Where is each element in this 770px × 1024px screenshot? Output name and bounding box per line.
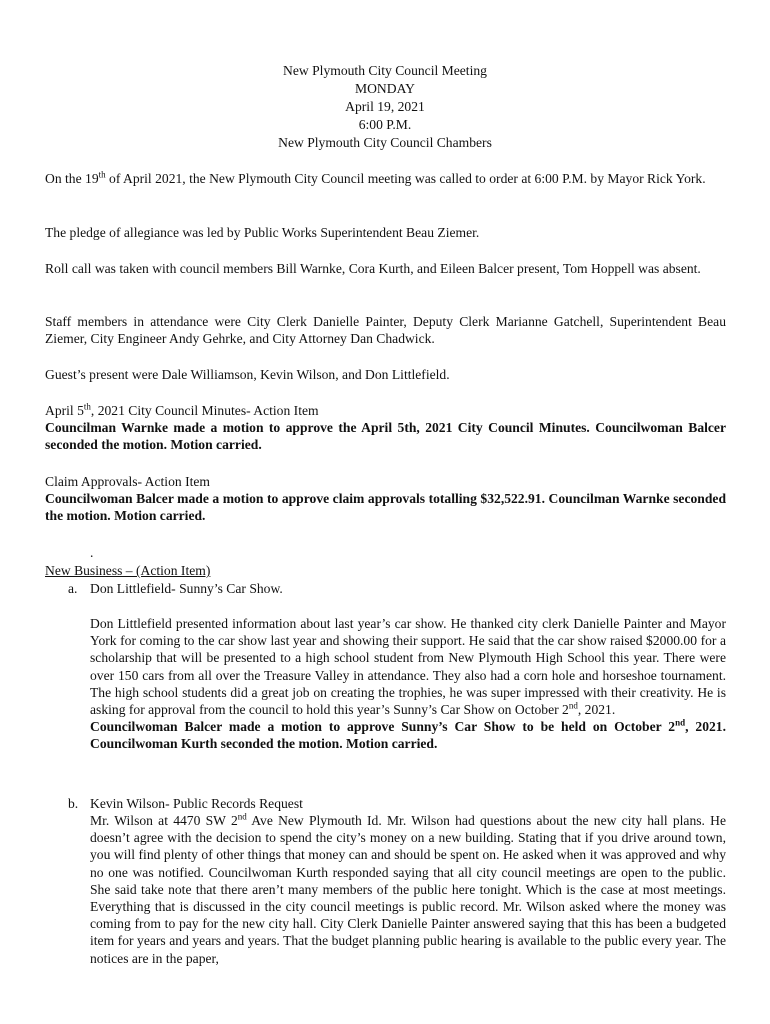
minutes-item [45, 402, 726, 454]
meeting-time: 6:00 P.M. [358, 117, 412, 132]
stray-dot: . [90, 545, 94, 560]
item-b-title: Kevin Wilson- Public Records Request [90, 796, 303, 811]
item-b-marker: b. [68, 796, 79, 811]
item-a-body: Don Littlefield presented information about last year’s car show. He thanked city clerk Danielle Painter and Mayor York for coming to the car show last year and showing their support. He said that the car show raised $2000.00 for a scholarship that will be presented to a high school student from New Plymouth High School this year. There were over 150 cars from all over the Treasure Valley in attendance. They also had a corn hole and horseshoe tournament. The high school students did a great job on creating the trophies, he was super impressed with their creativity. He is asking for approval from the council to hold this year’s Sunny’s Car Show on October 2nd, 2021. Councilwoman Balcer made a motion to approve Sunny’s Car Show to be held on October 2nd, 2021. Councilwoman Kurth seconded the motion. Motion carried. [90, 616, 726, 752]
item-a-motion: Councilwoman Balcer made a motion to approve Sunny’s Car Show to be held on October 2nd, 2021. Councilwoman Kurth seconded the motion. Motion carried. [90, 717, 726, 752]
call-to-order-paragraph [45, 170, 726, 187]
claims-motion: Councilwoman Balcer made a motion to approve claim approvals totalling $32,522.91. Councilman Warnke seconded the motion. Motion carried. [45, 491, 726, 524]
staff-paragraph: Staff members in attendance were City Clerk Danielle Painter, Deputy Clerk Marianne Gatchell, Superintendent Beau Ziemer, City Engineer Andy Gehrke, and City Attorney Dan Chadwick. [45, 314, 726, 347]
pledge-paragraph: The pledge of allegiance was led by Public Works Superintendent Beau Ziemer. [45, 225, 480, 240]
meeting-title: New Plymouth City Council Meeting [283, 63, 487, 78]
guests-paragraph: Guest’s present were Dale Williamson, Kevin Wilson, and Don Littlefield. [45, 367, 450, 382]
item-a-title: Don Littlefield- Sunny’s Car Show. [90, 581, 283, 596]
call-to-order-text-b: of April 2021, the New Plymouth City Council meeting was called to order at 6:00 P.M. by Mayor Rick York. [105, 171, 706, 186]
claims-heading: Claim Approvals- Action Item [45, 474, 210, 489]
call-to-order-text-a: On the 19 [45, 171, 99, 186]
item-b-body: Mr. Wilson at 4470 SW 2nd Ave New Plymouth Id. Mr. Wilson had questions about the new city hall plans. He doesn’t agree with the decision to spend the city’s money on a new building. Stating that if you drive around town, you will find plenty of other things that money can and should be spent on. He asked when it was approved and why no one was notified. Councilwoman Kurth responded saying that all city council meetings are open to the public. She said take note that there aren’t many members of the public here tonight. Which is the case at most meetings. Everything that is discussed in the city council meetings is public record. Mr. Wilson asked where the money was coming from to pay for the new city hall. City Clerk Danielle Painter answered saying that this has been a budgeted item for years and years and years. That the budget planning public hearing is available to the public every year. The notices are in the paper, [90, 811, 726, 966]
minutes-heading: April 5th, 2021 City Council Minutes- Action Item [45, 401, 319, 418]
meeting-date: April 19, 2021 [345, 99, 425, 114]
call-to-order-sup: th [98, 169, 106, 180]
new-business-heading: New Business – (Action Item) [45, 563, 211, 578]
meeting-location: New Plymouth City Council Chambers [278, 135, 492, 150]
meeting-day: MONDAY [355, 81, 415, 96]
claims-item [45, 473, 726, 525]
minutes-motion: Councilman Warnke made a motion to approve the April 5th, 2021 City Council Minutes. Councilwoman Balcer seconded the motion. Motion carried. [45, 420, 726, 453]
meeting-header [0, 62, 770, 152]
item-a-marker: a. [68, 581, 78, 596]
roll-call-paragraph: Roll call was taken with council members Bill Warnke, Cora Kurth, and Eileen Balcer present, Tom Hoppell was absent. [45, 261, 701, 276]
